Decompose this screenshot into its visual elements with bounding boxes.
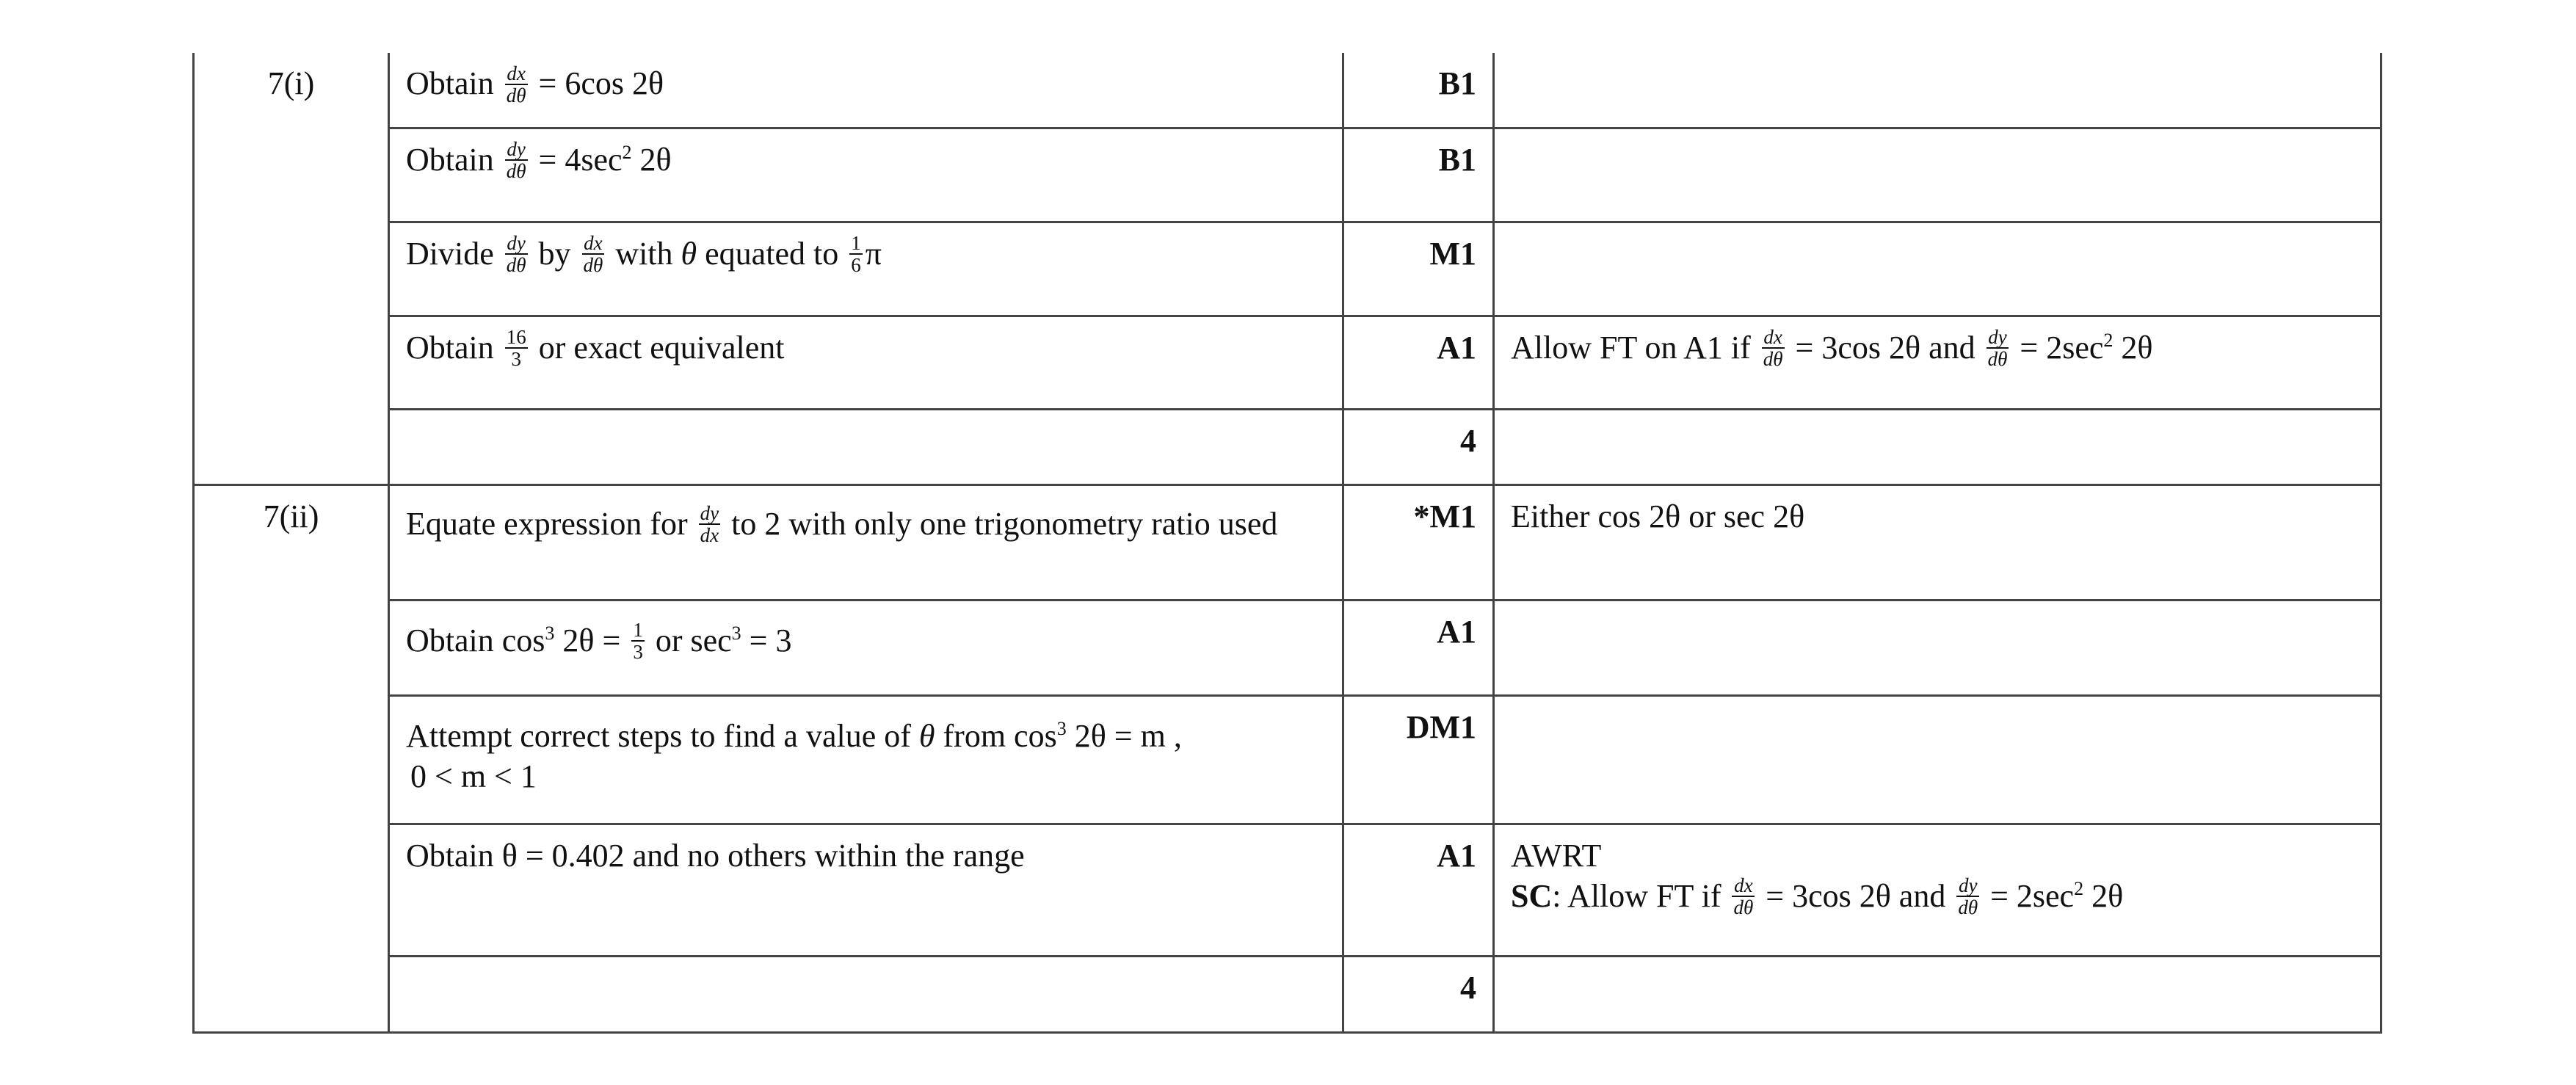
fraction	[505, 63, 528, 106]
answer-text: with	[615, 235, 673, 272]
fraction	[1956, 875, 1979, 918]
answer-text: Obtain	[406, 141, 494, 178]
exponent: 3	[545, 622, 555, 644]
equation-text: 2θ	[639, 141, 672, 178]
guidance-cell	[1494, 316, 2381, 409]
guidance-text: : Allow FT if	[1552, 877, 1721, 914]
answer-text: Obtain	[406, 837, 494, 874]
answer-text: and no others within the range	[632, 837, 1025, 874]
equation-text: 2θ	[2091, 877, 2124, 914]
table-row	[194, 316, 2381, 409]
equation-text: 2θ =	[562, 622, 621, 658]
guidance-cell	[1494, 128, 2381, 222]
fraction-numerator: dy	[505, 233, 528, 255]
answer-text: by	[538, 235, 571, 272]
guidance-cell	[1494, 695, 2381, 824]
equation-text: cos	[1014, 717, 1057, 754]
exponent: 2	[2074, 877, 2084, 899]
equation-text: θ = 0.402	[501, 837, 625, 874]
fraction	[505, 139, 528, 182]
mark-cell: A1	[1343, 824, 1494, 956]
table-row	[194, 824, 2381, 956]
guidance-cell	[1494, 53, 2381, 128]
mark-cell: A1	[1343, 600, 1494, 695]
fraction-numerator: dx	[505, 63, 528, 85]
guidance-text: Either	[1511, 498, 1590, 534]
guidance-text: and	[1898, 877, 1946, 914]
answer-cell	[389, 956, 1343, 1032]
equation-text: = 3cos 2θ	[1766, 877, 1891, 914]
theta-symbol: θ	[681, 235, 697, 272]
answer-cell	[389, 695, 1343, 824]
exponent: 2	[622, 141, 632, 163]
fraction-numerator: dy	[700, 502, 719, 525]
equation-text: = 3cos 2θ	[1795, 329, 1921, 366]
fraction	[849, 233, 863, 276]
table-row	[194, 956, 2381, 1032]
fraction-denominator: 3	[511, 348, 522, 371]
answer-cell	[389, 409, 1343, 485]
guidance-cell	[1494, 409, 2381, 485]
fraction-denominator: dθ	[1958, 896, 1978, 919]
fraction-numerator: 1	[633, 619, 643, 642]
answer-text: Obtain	[406, 622, 494, 658]
table-row	[194, 695, 2381, 824]
theta-symbol: θ	[918, 717, 935, 754]
fraction-denominator: 3	[633, 641, 643, 664]
table-row	[194, 409, 2381, 485]
guidance-text: or	[1688, 498, 1716, 534]
fraction	[582, 233, 605, 276]
equation-text: = 4sec	[538, 141, 623, 178]
table-row	[194, 222, 2381, 316]
exponent: 3	[1056, 717, 1067, 739]
mark-cell: B1	[1343, 128, 1494, 222]
fraction-denominator: dθ	[583, 254, 603, 277]
answer-cell	[389, 128, 1343, 222]
answer-text: Obtain	[406, 329, 494, 366]
guidance-line	[1511, 876, 2364, 921]
equation-text: = 6cos 2θ	[538, 65, 664, 101]
fraction	[505, 327, 528, 370]
total-mark-cell: 4	[1343, 956, 1494, 1032]
fraction	[1732, 875, 1755, 918]
answer-cell	[389, 600, 1343, 695]
guidance-text: Allow FT on A1 if	[1511, 329, 1751, 366]
fraction-numerator: 1	[851, 232, 861, 255]
fraction-denominator: dθ	[1733, 896, 1754, 919]
answer-text: to 2 with only one trigonometry ratio used	[731, 505, 1278, 542]
fraction-numerator: dx	[1732, 875, 1755, 897]
fraction-numerator: dy	[505, 139, 528, 161]
question-number: 7(ii)	[194, 485, 389, 1032]
fraction-numerator: dy	[1987, 327, 2009, 349]
table-row	[194, 128, 2381, 222]
guidance-cell	[1494, 222, 2381, 316]
answer-text: or	[655, 622, 683, 658]
guidance-cell	[1494, 485, 2381, 600]
answer-cell	[389, 222, 1343, 316]
equation-text: 2θ = m ,	[1074, 717, 1182, 754]
answer-text: Equate expression for	[406, 505, 688, 542]
answer-line	[406, 716, 1326, 756]
answer-text: or exact equivalent	[538, 329, 785, 366]
special-case-label: SC	[1511, 877, 1553, 914]
equation-text: 0 < m < 1	[410, 758, 537, 794]
equation-text: = 2sec	[2020, 329, 2104, 366]
fraction-denominator: 6	[851, 254, 861, 277]
fraction-denominator: dθ	[506, 84, 526, 106]
question-number: 7(i)	[194, 53, 389, 485]
answer-line	[406, 756, 1326, 796]
total-mark-cell: 4	[1343, 409, 1494, 485]
answer-cell	[389, 316, 1343, 409]
fraction-denominator: dx	[700, 524, 719, 547]
equation-text: = 2sec	[1990, 877, 2075, 914]
fraction-denominator: dθ	[506, 254, 526, 277]
equation-text: sec 2θ	[1723, 498, 1805, 534]
equation-text: cos	[501, 622, 545, 658]
fraction-numerator: dx	[1762, 327, 1785, 349]
mark-cell: M1	[1343, 222, 1494, 316]
guidance-text: and	[1929, 329, 1975, 366]
fraction	[1987, 327, 2009, 370]
table-row	[194, 485, 2381, 600]
equation-text: 2θ	[2121, 329, 2153, 366]
mark-cell: DM1	[1343, 695, 1494, 824]
answer-cell	[389, 485, 1343, 600]
table-row	[194, 600, 2381, 695]
answer-text: Obtain	[406, 65, 494, 101]
equation-text: cos 2θ	[1597, 498, 1681, 534]
equation-text: sec	[690, 622, 732, 658]
fraction	[631, 620, 645, 663]
fraction-denominator: dθ	[1987, 348, 2008, 371]
fraction-numerator: dx	[582, 233, 605, 255]
fraction-denominator: dθ	[506, 160, 526, 183]
equation-text: = 3	[749, 622, 792, 658]
guidance-cell	[1494, 600, 2381, 695]
exponent: 2	[2103, 329, 2114, 351]
fraction	[505, 233, 528, 276]
mark-cell: *M1	[1343, 485, 1494, 600]
answer-cell	[389, 53, 1343, 128]
answer-text: Attempt correct steps to find a value of	[406, 717, 911, 754]
fraction	[1762, 327, 1785, 370]
answer-text: from	[943, 717, 1006, 754]
table-row	[194, 53, 2381, 128]
fraction-numerator: dy	[1956, 875, 1979, 897]
guidance-cell	[1494, 824, 2381, 956]
guidance-text: AWRT	[1511, 837, 1602, 874]
pi-symbol: π	[865, 235, 882, 272]
mark-cell: A1	[1343, 316, 1494, 409]
fraction-numerator: 16	[506, 326, 526, 349]
answer-text: Divide	[406, 235, 494, 272]
mark-scheme-table	[192, 53, 2382, 1034]
answer-cell	[389, 824, 1343, 956]
guidance-cell	[1494, 956, 2381, 1032]
fraction-denominator: dθ	[1763, 348, 1783, 371]
answer-text: equated to	[705, 235, 839, 272]
exponent: 3	[731, 622, 741, 644]
fraction	[699, 503, 720, 546]
mark-cell: B1	[1343, 53, 1494, 128]
